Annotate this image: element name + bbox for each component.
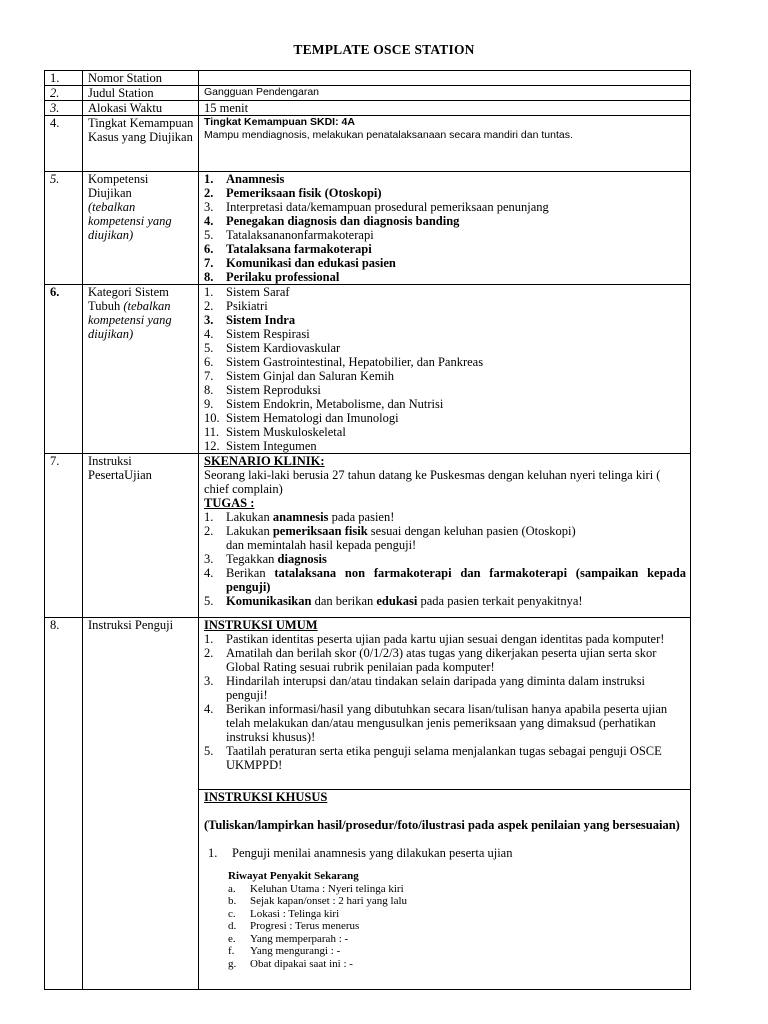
row-value bbox=[199, 790, 691, 990]
list-item: 2. Pemeriksaan fisik (Otoskopi) bbox=[204, 186, 382, 200]
row-label-note: (tebalkan kompetensi yang diujikan) bbox=[88, 200, 172, 242]
table-row bbox=[45, 618, 691, 790]
row-number: 7. bbox=[45, 454, 83, 618]
row-value bbox=[199, 172, 691, 285]
list-item: 1. Pastikan identitas peserta ujian pada kartu ujian sesuai dengan identitas pada komputer! bbox=[204, 632, 665, 646]
list-item: 8. Perilaku professional bbox=[204, 270, 340, 284]
instruksi-khusus-heading: INSTRUKSI KHUSUS bbox=[204, 790, 328, 804]
list-item: 6. Tatalaksana farmakoterapi bbox=[204, 242, 372, 256]
riwayat-section bbox=[204, 870, 686, 970]
list-item: 3. Hindarilah interupsi dan/atau tindakan selain daripada yang diminta dalam instruksi penguji! bbox=[204, 674, 645, 702]
list-item: 4. Sistem Respirasi bbox=[204, 327, 310, 341]
skenario-heading: SKENARIO KLINIK: bbox=[204, 454, 325, 468]
list-item: 5. Sistem Kardiovaskular bbox=[204, 341, 341, 355]
list-item: e. Yang memperparah : - bbox=[228, 932, 349, 945]
list-item: d. Progresi : Terus menerus bbox=[228, 920, 360, 932]
table-row bbox=[45, 71, 691, 86]
row-number: 4. bbox=[45, 116, 83, 172]
list-item: a. Keluhan Utama : Nyeri telinga kiri bbox=[228, 882, 404, 895]
row-label-text: Kompetensi Diujikan bbox=[88, 172, 149, 200]
row-number: 2. bbox=[45, 86, 83, 101]
list-item: 4. Penegakan diagnosis dan diagnosis banding bbox=[204, 214, 460, 228]
page-title: TEMPLATE OSCE STATION bbox=[293, 42, 475, 57]
instruksi-khusus-note: (Tuliskan/lampirkan hasil/prosedur/foto/ilustrasi pada aspek penilaian yang bersesuaian) bbox=[204, 818, 680, 832]
row-value bbox=[199, 71, 691, 86]
skdi-level-description: Mampu mendiagnosis, melakukan penatalaksanaan secara mandiri dan tuntas. bbox=[204, 129, 573, 141]
list-item: 2. Psikiatri bbox=[204, 299, 268, 313]
row-number: 6. bbox=[45, 285, 83, 454]
row-value bbox=[199, 454, 691, 618]
table-row bbox=[45, 285, 691, 454]
list-item: 2. Amatilah dan berilah skor (0/1/2/3) atas tugas yang dikerjakan peserta ujian serta skor Global Rating sesuai rubrik penilaian pada komputer! bbox=[204, 646, 657, 674]
table-row bbox=[45, 86, 691, 101]
list-item: 3. Sistem Indra bbox=[204, 313, 296, 327]
row-label: Nomor Station bbox=[83, 71, 199, 86]
list-item: 8. Sistem Reproduksi bbox=[204, 383, 321, 397]
list-item: 3. Interpretasi data/kemampuan prosedural pemeriksaan penunjang bbox=[204, 200, 549, 214]
list-item: 4. Berikan tatalaksana non farmakoterapi dan farmakoterapi (sampaikan kepada penguji) bbox=[204, 566, 686, 594]
list-item: 9. Sistem Endokrin, Metabolisme, dan Nutrisi bbox=[204, 397, 444, 411]
row-number: 5. bbox=[45, 172, 83, 285]
row-value bbox=[199, 116, 691, 172]
competency-list bbox=[204, 172, 686, 284]
list-item: 12. Sistem Integumen bbox=[204, 439, 317, 453]
row-label: Alokasi Waktu bbox=[83, 101, 199, 116]
list-item: 1. Sistem Saraf bbox=[204, 285, 290, 299]
row-number: 3. bbox=[45, 101, 83, 116]
row-label-note: (tebalkan kompetensi yang diujikan) bbox=[88, 299, 172, 341]
row-value: 15 menit bbox=[199, 101, 691, 116]
task-list bbox=[204, 510, 686, 608]
row-value bbox=[199, 285, 691, 454]
list-item: 1. Anamnesis bbox=[204, 172, 285, 186]
list-item: b. Sejak kapan/onset : 2 hari yang lalu bbox=[228, 895, 408, 907]
row-number: 8. bbox=[45, 618, 83, 990]
row-value: Gangguan Pendengaran bbox=[199, 86, 691, 101]
row-label bbox=[83, 172, 199, 285]
row-number: 1. bbox=[45, 71, 83, 86]
list-item: g. Obat dipakai saat ini : - bbox=[228, 957, 353, 970]
skenario-text: Seorang laki-laki berusia 27 tahun datang ke Puskesmas dengan keluhan nyeri telinga kiri ( chief complain) bbox=[204, 468, 661, 496]
table-row bbox=[45, 454, 691, 618]
row-label bbox=[83, 285, 199, 454]
list-item: 5. Komunikasikan dan berikan edukasi pada pasien terkait penyakitnya! bbox=[204, 594, 583, 608]
osce-table bbox=[44, 70, 691, 990]
table-row bbox=[45, 116, 691, 172]
instruksi-umum-heading: INSTRUKSI UMUM bbox=[204, 618, 318, 632]
list-item: 3. Tegakkan diagnosis bbox=[204, 552, 327, 566]
list-item: 7. Komunikasi dan edukasi pasien bbox=[204, 256, 396, 270]
instruksi-umum-list bbox=[204, 632, 686, 772]
riwayat-heading: Riwayat Penyakit Sekarang bbox=[228, 870, 359, 882]
table-row bbox=[45, 172, 691, 285]
khusus-item: 1. Penguji menilai anamnesis yang dilakukan peserta ujian bbox=[208, 846, 513, 860]
row-value bbox=[199, 618, 691, 790]
row-label: Instruksi PesertaUjian bbox=[83, 454, 199, 618]
list-item: 10. Sistem Hematologi dan Imunologi bbox=[204, 411, 399, 425]
list-item: 11. Sistem Muskuloskeletal bbox=[204, 425, 346, 439]
list-item: 5. Tatalaksananonfarmakoterapi bbox=[204, 228, 374, 242]
row-label-text: Kategori Sistem Tubuh bbox=[88, 285, 169, 313]
list-item: 1. Lakukan anamnesis pada pasien! bbox=[204, 510, 395, 524]
skdi-level-heading: Tingkat Kemampuan SKDI: 4A bbox=[204, 116, 355, 128]
table-row bbox=[45, 101, 691, 116]
list-item: 5. Taatilah peraturan serta etika penguji selama menjalankan tugas sebagai penguji OSCE UKMPPD! bbox=[204, 744, 662, 772]
riwayat-list bbox=[228, 883, 686, 971]
list-item: 2. Lakukan pemeriksaan fisik sesuai dengan keluhan pasien (Otoskopi) dan memintalah hasil kepada penguji! bbox=[204, 524, 576, 552]
list-item: 4. Berikan informasi/hasil yang dibutuhkan secara lisan/tulisan hanya apabila peserta ujian telah melakukan dan/atau mengusulkan jenis pemeriksaan yang dimaksud (perhatikan instruksi khusus)! bbox=[204, 702, 668, 744]
body-system-list bbox=[204, 285, 686, 453]
row-label: Tingkat Kemampuan Kasus yang Diujikan bbox=[83, 116, 199, 172]
list-item: 7. Sistem Ginjal dan Saluran Kemih bbox=[204, 369, 395, 383]
row-label: Judul Station bbox=[83, 86, 199, 101]
list-item: c. Lokasi : Telinga kiri bbox=[228, 907, 340, 920]
row-label: Instruksi Penguji bbox=[83, 618, 199, 990]
list-item: 6. Sistem Gastrointestinal, Hepatobilier, dan Pankreas bbox=[204, 355, 484, 369]
tugas-heading: TUGAS : bbox=[204, 496, 255, 510]
list-item: f. Yang mengurangi : - bbox=[228, 945, 341, 957]
